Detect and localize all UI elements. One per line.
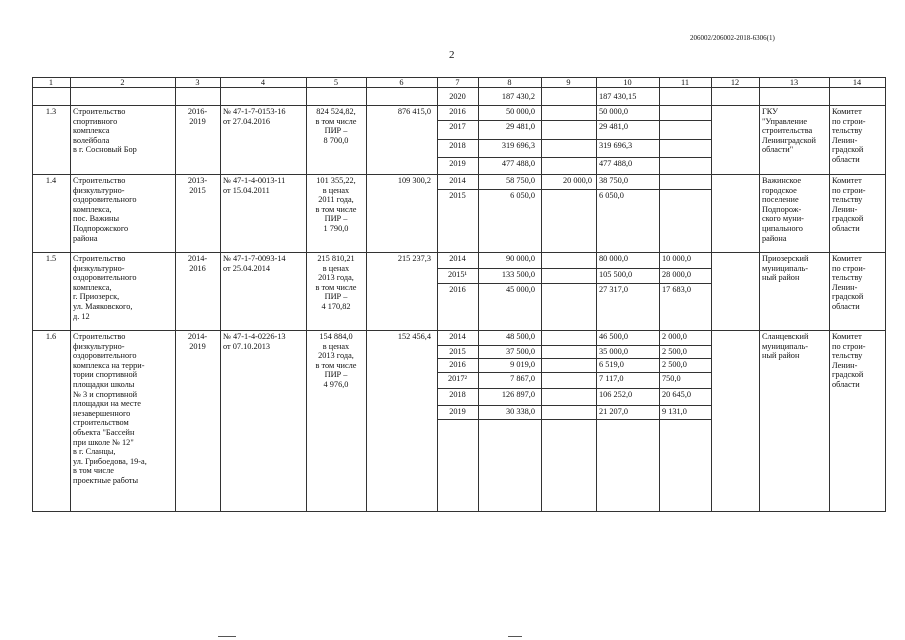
customer: муниципаль-: [762, 341, 809, 351]
year-cell: 2015¹: [447, 270, 468, 279]
responsible-body: Комитет: [832, 254, 862, 263]
column-header: 1: [48, 77, 54, 87]
amount-cell: 20 645,0: [662, 390, 692, 399]
expertise-conclusion: от 25.04.2014: [223, 263, 271, 273]
column-header: 4: [260, 77, 266, 87]
amount-cell: 2 500,0: [662, 347, 687, 356]
customer: области": [762, 145, 794, 155]
column-header: 9: [566, 77, 571, 87]
expertise-conclusion: от 15.04.2011: [223, 185, 270, 195]
responsible-body: по строи-: [832, 341, 866, 351]
customer: городское: [762, 185, 797, 195]
amount-cell: 28 000,0: [662, 270, 692, 279]
responsible-body: области: [832, 224, 860, 233]
customer: ный район: [762, 351, 800, 361]
customer: ГКУ: [762, 107, 779, 116]
column-line: [70, 77, 71, 512]
amount-cell: 876 415,0: [397, 107, 431, 116]
expertise-conclusion: № 47-1-7-0093-14: [223, 254, 286, 263]
amount-cell: 105 500,0: [599, 270, 633, 279]
object-name: физкультурно-: [73, 185, 125, 195]
column-header: 13: [789, 77, 799, 87]
object-name: д. 12: [73, 311, 90, 321]
object-name: площадки на месте: [73, 399, 141, 409]
construction-period: 2019: [189, 116, 206, 126]
document-id: 206002/206002-2018-6306(1): [690, 34, 775, 42]
column-line: [175, 77, 176, 512]
amount-cell: 7 117,0: [599, 374, 624, 383]
column-line: [829, 77, 830, 512]
responsible-body: тельству: [832, 126, 863, 136]
amount-cell: 58 750,0: [505, 176, 535, 185]
amount-cell: 152 456,4: [397, 332, 431, 341]
object-name: ул. Маяковского,: [73, 302, 133, 311]
column-line: [759, 77, 760, 512]
amount-cell: 215 237,3: [397, 254, 431, 263]
year-cell: 2014: [449, 254, 466, 263]
object-name: при школе № 12": [73, 437, 134, 447]
estimated-cost: в ценах: [322, 185, 350, 195]
estimated-cost: ПИР –: [324, 214, 348, 224]
amount-cell: 46 500,0: [599, 332, 629, 341]
column-header: 14: [852, 77, 862, 87]
estimated-cost: 101 355,22,: [316, 176, 356, 185]
column-line: [885, 77, 886, 512]
row-number: 1.3: [45, 107, 57, 116]
customer: "Управление: [762, 116, 807, 126]
amount-cell: 2 500,0: [662, 360, 687, 369]
row-line: [32, 174, 885, 175]
column-header: 10: [623, 77, 632, 87]
year-cell: 2019: [449, 159, 466, 168]
amount-cell: 48 500,0: [505, 332, 535, 341]
object-name: незавершенного: [73, 408, 131, 418]
amount-cell: 17 683,0: [662, 285, 692, 294]
responsible-body: градской: [832, 214, 864, 224]
construction-period: 2015: [189, 185, 206, 195]
object-name: волейбола: [73, 135, 110, 145]
object-name: оздоровительного: [73, 195, 137, 205]
responsible-body: по строи-: [832, 116, 866, 126]
customer: Подпорож-: [762, 204, 802, 214]
object-name: площадки школы: [73, 380, 135, 389]
expertise-conclusion: от 27.04.2016: [223, 116, 271, 126]
estimated-cost: 824 524,82,: [316, 107, 356, 116]
amount-cell: 477 488,0: [501, 159, 535, 168]
year-cell: 2016: [449, 360, 466, 369]
column-line: [306, 77, 307, 512]
responsible-body: градской: [832, 370, 864, 380]
column-header: 12: [730, 77, 740, 87]
year-cell: 2019: [449, 407, 466, 416]
customer: ципального: [762, 224, 803, 233]
amount-cell: 37 500,0: [505, 347, 535, 356]
object-name: строительством: [73, 418, 129, 428]
estimated-cost: в ценах: [322, 341, 350, 351]
header-bottom-line: [32, 87, 885, 88]
year-cell: 2014: [449, 176, 466, 185]
page-number: 2: [449, 49, 455, 61]
object-name: проектные работы: [73, 476, 139, 485]
object-name: Строительство: [73, 107, 126, 116]
year-cell: 2017²: [447, 374, 468, 383]
estimated-cost: 2013 года,: [318, 273, 354, 283]
estimated-cost: в том числе: [315, 204, 357, 214]
object-name: комплекса,: [73, 204, 112, 214]
amount-cell: 10 000,0: [662, 254, 692, 263]
amount-cell: 6 050,0: [599, 191, 624, 200]
amount-cell: 9 019,0: [510, 360, 535, 369]
amount-cell: 20 000,0: [562, 176, 592, 185]
amount-cell: 187 430,2: [501, 92, 535, 101]
column-line: [711, 77, 712, 512]
column-line: [541, 77, 542, 512]
estimated-cost: в том числе: [315, 116, 357, 126]
column-header: 2: [120, 77, 125, 87]
object-name: г. Приозерск,: [73, 292, 120, 302]
amount-cell: 29 481,0: [599, 122, 629, 131]
customer: ный район: [762, 273, 800, 283]
row-line: [32, 330, 885, 331]
responsible-body: по строи-: [832, 263, 866, 273]
scan-artifact: [218, 636, 236, 637]
year-cell: 2016: [449, 107, 466, 116]
year-cell: 2018: [449, 390, 466, 399]
object-name: района: [73, 233, 98, 243]
customer: Ленинградской: [762, 135, 816, 145]
amount-cell: 29 481,0: [505, 122, 535, 131]
responsible-body: градской: [832, 292, 864, 302]
responsible-body: области: [832, 380, 860, 389]
amount-cell: 21 207,0: [599, 407, 629, 416]
column-line: [366, 77, 367, 512]
responsible-body: тельству: [832, 351, 863, 361]
estimated-cost: 4 976,0: [323, 380, 349, 389]
column-line: [659, 77, 660, 512]
year-cell: 2017: [449, 122, 466, 131]
column-header: 3: [195, 77, 200, 87]
row-line: [32, 511, 885, 512]
amount-cell: 126 897,0: [501, 390, 535, 399]
year-cell: 2018: [449, 141, 466, 150]
responsible-body: Ленин-: [832, 282, 858, 292]
responsible-body: Комитет: [832, 107, 862, 116]
estimated-cost: ПИР –: [324, 292, 348, 302]
object-name: в том числе: [73, 466, 114, 476]
column-line: [596, 77, 597, 512]
column-header: 6: [399, 77, 404, 87]
amount-cell: 50 000,0: [599, 107, 629, 116]
estimated-cost: 1 790,0: [323, 224, 349, 233]
expertise-conclusion: № 47-1-7-0153-16: [223, 107, 286, 116]
row-line: [32, 252, 885, 253]
object-name: оздоровительного: [73, 351, 137, 361]
estimated-cost: в ценах: [322, 263, 350, 273]
estimated-cost: в том числе: [315, 282, 357, 292]
responsible-body: Ленин-: [832, 135, 858, 145]
construction-period: 2014-: [187, 254, 208, 263]
customer: Важинское: [762, 176, 802, 185]
estimated-cost: 2013 года,: [318, 351, 354, 361]
object-name: ул. Грибоедова, 19-а,: [73, 456, 147, 466]
construction-period: 2014-: [187, 332, 208, 341]
amount-cell: 50 000,0: [505, 107, 535, 116]
year-cell: 2015: [449, 191, 466, 200]
expertise-conclusion: от 07.10.2013: [223, 341, 271, 351]
column-header: 7: [455, 77, 460, 87]
object-name: в г. Сланцы,: [73, 447, 116, 457]
row-number: 1.5: [45, 254, 57, 263]
row-number: 1.4: [45, 176, 57, 185]
object-name: Строительство: [73, 254, 126, 263]
object-name: № 3 и спортивной: [73, 389, 138, 399]
amount-cell: 27 317,0: [599, 285, 629, 294]
object-name: в г. Сосновый Бор: [73, 145, 137, 155]
customer: строительства: [762, 126, 813, 136]
amount-cell: 9 131,0: [662, 407, 687, 416]
responsible-body: по строи-: [832, 185, 866, 195]
object-name: комплекса на терри-: [73, 360, 145, 370]
row-number: 1.6: [45, 332, 57, 341]
object-name: Подпорожского: [73, 224, 129, 233]
estimated-cost: 2011 года,: [318, 195, 354, 205]
amount-cell: 2 000,0: [662, 332, 687, 341]
customer: района: [762, 233, 787, 243]
construction-period: 2019: [189, 341, 206, 351]
amount-cell: 80 000,0: [599, 254, 629, 263]
row-line: [32, 105, 885, 106]
construction-period: 2013-: [187, 176, 208, 185]
responsible-body: области: [832, 155, 860, 164]
year-cell: 2016: [449, 285, 466, 294]
amount-cell: 109 300,2: [397, 176, 431, 185]
amount-cell: 35 000,0: [599, 347, 629, 356]
column-header: 5: [333, 77, 339, 87]
amount-cell: 30 338,0: [505, 407, 535, 416]
responsible-body: Ленин-: [832, 360, 858, 370]
amount-cell: 90 000,0: [505, 254, 535, 263]
object-name: объекта "Бассейн: [73, 428, 135, 437]
object-name: оздоровительного: [73, 273, 137, 283]
customer: муниципаль-: [762, 263, 809, 273]
responsible-body: Комитет: [832, 176, 862, 185]
amount-cell: 477 488,0: [599, 159, 633, 168]
object-name: физкультурно-: [73, 263, 125, 273]
object-name: Строительство: [73, 176, 126, 185]
responsible-body: Комитет: [832, 332, 862, 341]
responsible-body: тельству: [832, 273, 863, 283]
construction-period: 2016-: [187, 107, 208, 116]
amount-cell: 7 867,0: [510, 374, 535, 383]
year-cell: 2020: [449, 92, 466, 101]
amount-cell: 319 696,3: [501, 141, 535, 150]
object-name: пос. Важины: [73, 214, 120, 224]
amount-cell: 6 050,0: [510, 191, 535, 200]
estimated-cost: 8 700,0: [323, 135, 349, 145]
responsible-body: Ленин-: [832, 204, 858, 214]
amount-cell: 133 500,0: [501, 270, 535, 279]
column-line: [220, 77, 221, 512]
amount-cell: 187 430,15: [599, 92, 637, 101]
column-header: 11: [681, 77, 689, 87]
column-line: [32, 77, 33, 512]
responsible-body: градской: [832, 145, 864, 155]
estimated-cost: в том числе: [315, 360, 357, 370]
estimated-cost: 215 810,21: [317, 254, 355, 263]
scan-artifact: [508, 636, 522, 637]
estimated-cost: 154 884,0: [319, 332, 353, 341]
object-name: физкультурно-: [73, 341, 125, 351]
responsible-body: области: [832, 302, 860, 311]
object-name: тории спортивной: [73, 370, 138, 380]
responsible-body: тельству: [832, 195, 863, 205]
estimated-cost: ПИР –: [324, 126, 348, 136]
estimated-cost: 4 170,82: [321, 302, 351, 311]
customer: ского муни-: [762, 214, 804, 224]
column-header: 8: [507, 77, 512, 87]
customer: Приозерский: [762, 254, 809, 263]
amount-cell: 106 252,0: [599, 390, 633, 399]
object-name: комплекса: [73, 126, 110, 136]
amount-cell: 319 696,3: [599, 141, 633, 150]
construction-period: 2016: [189, 263, 206, 273]
customer: поселение: [762, 195, 799, 205]
estimated-cost: ПИР –: [324, 370, 348, 380]
year-cell: 2015: [449, 347, 466, 356]
object-name: спортивного: [73, 116, 118, 126]
amount-cell: 6 519,0: [599, 360, 624, 369]
year-cell: 2014: [449, 332, 466, 341]
amount-cell: 38 750,0: [599, 176, 629, 185]
object-name: комплекса,: [73, 282, 112, 292]
customer: Сланцевский: [762, 332, 809, 341]
object-name: Строительство: [73, 332, 126, 341]
amount-cell: 750,0: [662, 374, 681, 383]
amount-cell: 45 000,0: [505, 285, 535, 294]
expertise-conclusion: № 47-1-4-0013-11: [223, 176, 286, 185]
expertise-conclusion: № 47-1-4-0226-13: [223, 332, 286, 341]
